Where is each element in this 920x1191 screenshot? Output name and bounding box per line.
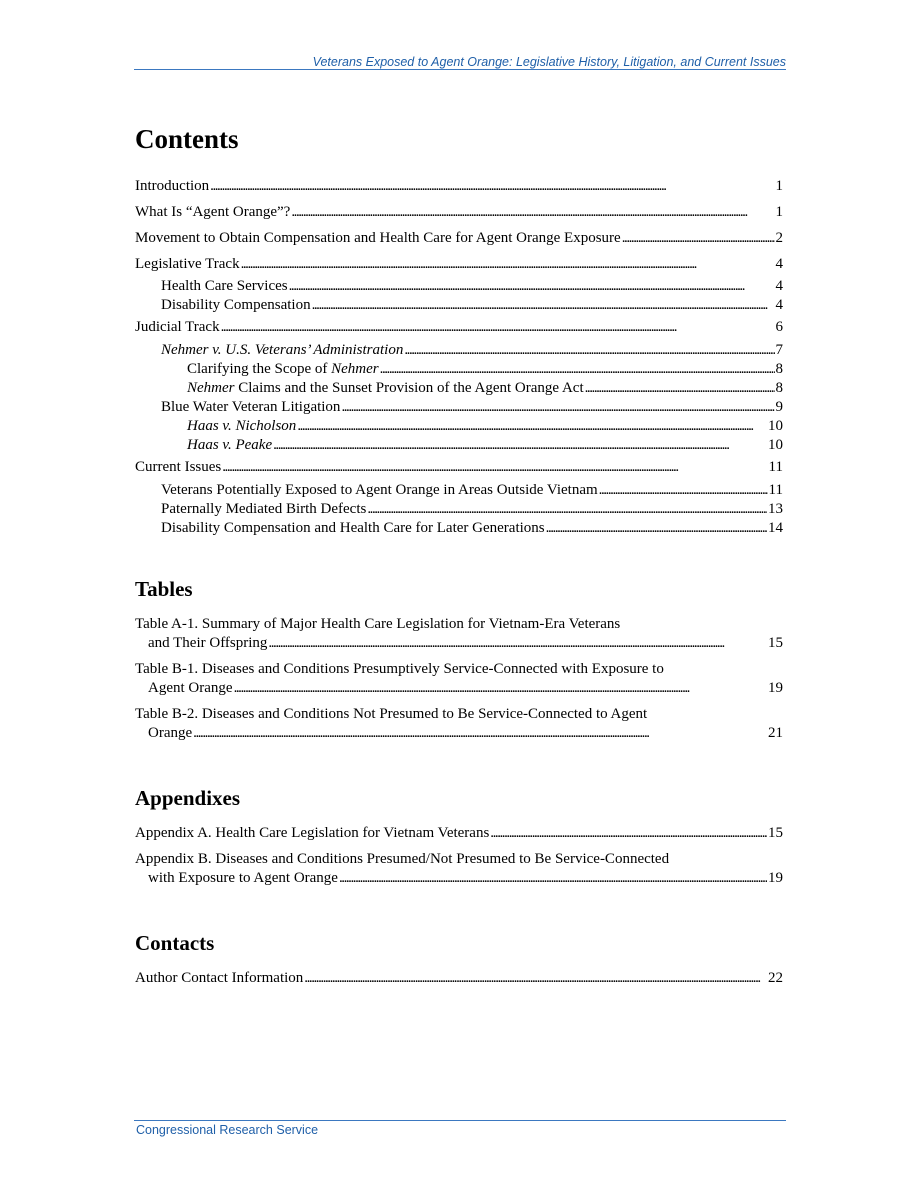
appendix-entry-title: with Exposure to Agent Orange <box>148 870 338 886</box>
toc-entry-title: Legislative Track <box>135 256 240 272</box>
dot-leader <box>339 869 767 888</box>
contact-entry-page: 22 <box>768 970 783 986</box>
toc-entry-title: What Is “Agent Orange”? <box>135 204 291 220</box>
dot-leader <box>291 203 774 222</box>
dot-leader <box>585 379 775 398</box>
table-entry-line1[interactable]: Table B-2. Diseases and Conditions Not Presumed to Be Service-Connected to Agent <box>135 706 648 722</box>
appendix-entry-page: 15 <box>768 825 783 841</box>
toc-entry[interactable] <box>135 255 783 274</box>
dot-leader <box>273 436 767 455</box>
toc-entry-page: 10 <box>768 418 783 434</box>
appendix-entry[interactable] <box>135 824 783 843</box>
contact-entry[interactable] <box>135 969 783 988</box>
appendix-entry[interactable] <box>148 869 783 888</box>
toc-entry[interactable] <box>187 436 783 455</box>
toc-entry[interactable] <box>161 277 783 296</box>
toc-entry-title-text: Claims and the Sunset Provision of the Agent Orange Act <box>234 380 584 396</box>
table-entry-title: Agent Orange <box>148 680 233 696</box>
toc-entry[interactable] <box>135 203 783 222</box>
toc-entry-page: 6 <box>775 319 783 335</box>
dot-leader <box>546 519 767 538</box>
toc-entry-title <box>187 379 584 398</box>
toc-entry-title: Nehmer v. U.S. Veterans’ Administration <box>161 342 404 358</box>
contact-entry-title: Author Contact Information <box>135 970 304 986</box>
toc-entry-page: 7 <box>775 342 783 358</box>
toc-entry-page: 1 <box>775 178 783 194</box>
dot-leader <box>622 229 775 248</box>
toc-entry[interactable] <box>161 519 783 538</box>
dot-leader <box>221 318 775 337</box>
table-entry[interactable] <box>148 724 783 743</box>
toc-entry[interactable] <box>161 481 783 500</box>
table-entry-line1[interactable]: Table B-1. Diseases and Conditions Presumptively Service-Connected with Exposure to <box>135 661 664 677</box>
dot-leader <box>297 417 767 436</box>
toc-entry-title: Introduction <box>135 178 210 194</box>
toc-entry-title: Disability Compensation and Health Care for Later Generations <box>161 520 545 536</box>
dot-leader <box>234 679 767 698</box>
toc-entry-title: Health Care Services <box>161 278 288 294</box>
table-entry-title: Orange <box>148 725 193 741</box>
toc-entry[interactable] <box>187 417 783 436</box>
toc-entry[interactable] <box>135 318 783 337</box>
toc-entry-page: 2 <box>775 230 783 246</box>
table-entry[interactable] <box>148 679 783 698</box>
footer-rule <box>134 1120 786 1121</box>
table-entry-page: 15 <box>768 635 783 651</box>
table-entry-title: and Their Offspring <box>148 635 268 651</box>
toc-entry[interactable] <box>161 500 783 519</box>
dot-leader <box>312 296 775 315</box>
toc-entry-page: 13 <box>768 501 783 517</box>
appendix-entry-line1[interactable]: Appendix B. Diseases and Conditions Presumed/Not Presumed to Be Service-Connected <box>135 851 670 867</box>
dot-leader <box>241 255 775 274</box>
toc-entry-page: 4 <box>775 278 783 294</box>
appendix-entry-page: 19 <box>768 870 783 886</box>
toc-entry[interactable] <box>187 360 783 379</box>
toc-entry-page: 11 <box>768 482 783 498</box>
toc-entry[interactable] <box>161 398 783 417</box>
running-header: Veterans Exposed to Agent Orange: Legislative History, Litigation, and Current Issues <box>312 55 786 69</box>
toc-entry-title: Veterans Potentially Exposed to Agent Orange in Areas Outside Vietnam <box>161 482 598 498</box>
contents-heading: Contents <box>135 124 239 154</box>
dot-leader <box>380 360 775 379</box>
toc-entry-title: Paternally Mediated Birth Defects <box>161 501 367 517</box>
toc-entry-page: 4 <box>775 297 783 313</box>
appendix-entry-title: Appendix A. Health Care Legislation for Vietnam Veterans <box>135 825 490 841</box>
table-entry-page: 19 <box>768 680 783 696</box>
dot-leader <box>268 634 767 653</box>
dot-leader <box>599 481 768 500</box>
table-entry-page: 21 <box>768 725 783 741</box>
toc-entry-page: 14 <box>768 520 783 536</box>
toc-entry-title: Disability Compensation <box>161 297 311 313</box>
dot-leader <box>210 177 774 196</box>
toc-entry[interactable] <box>135 177 783 196</box>
toc-entry-title-case-name: Nehmer <box>331 361 379 377</box>
contacts-heading: Contacts <box>135 931 215 955</box>
running-footer: Congressional Research Service <box>136 1123 319 1137</box>
toc-entry-title <box>187 360 379 379</box>
toc-entry-page: 1 <box>775 204 783 220</box>
toc-entry[interactable] <box>161 296 783 315</box>
dot-leader <box>193 724 767 743</box>
toc-entry-title: Judicial Track <box>135 319 220 335</box>
toc-entry-page: 9 <box>775 399 783 415</box>
dot-leader <box>367 500 767 519</box>
toc-entry-page: 8 <box>775 361 783 377</box>
table-entry-line1[interactable]: Table A-1. Summary of Major Health Care Legislation for Vietnam-Era Veterans <box>135 616 621 632</box>
toc-entry-title: Movement to Obtain Compensation and Health Care for Agent Orange Exposure <box>135 230 621 246</box>
toc-entry[interactable] <box>187 379 783 398</box>
dot-leader <box>490 824 767 843</box>
dot-leader <box>341 398 774 417</box>
dot-leader <box>222 458 767 477</box>
dot-leader <box>289 277 775 296</box>
toc-entry-title-text: Clarifying the Scope of <box>187 361 332 377</box>
toc-entry-title: Haas v. Nicholson <box>187 418 297 434</box>
dot-leader <box>304 969 767 988</box>
dot-leader <box>404 341 774 360</box>
toc-entry[interactable] <box>135 229 783 248</box>
toc-entry-page: 10 <box>768 437 783 453</box>
toc-entry[interactable] <box>161 341 783 360</box>
toc-entry-page: 4 <box>775 256 783 272</box>
toc-entry[interactable] <box>135 458 783 477</box>
toc-entry-title: Haas v. Peake <box>187 437 273 453</box>
appendixes-heading: Appendixes <box>135 786 241 810</box>
toc-entry-page: 11 <box>768 459 783 475</box>
tables-heading: Tables <box>135 577 193 601</box>
toc-entry-title: Current Issues <box>135 459 222 475</box>
toc-entry-title: Blue Water Veteran Litigation <box>161 399 341 415</box>
toc-entry-page: 8 <box>775 380 783 396</box>
toc-entry-title-case-name: Nehmer <box>187 380 235 396</box>
table-entry[interactable] <box>148 634 783 653</box>
header-rule <box>134 69 786 70</box>
